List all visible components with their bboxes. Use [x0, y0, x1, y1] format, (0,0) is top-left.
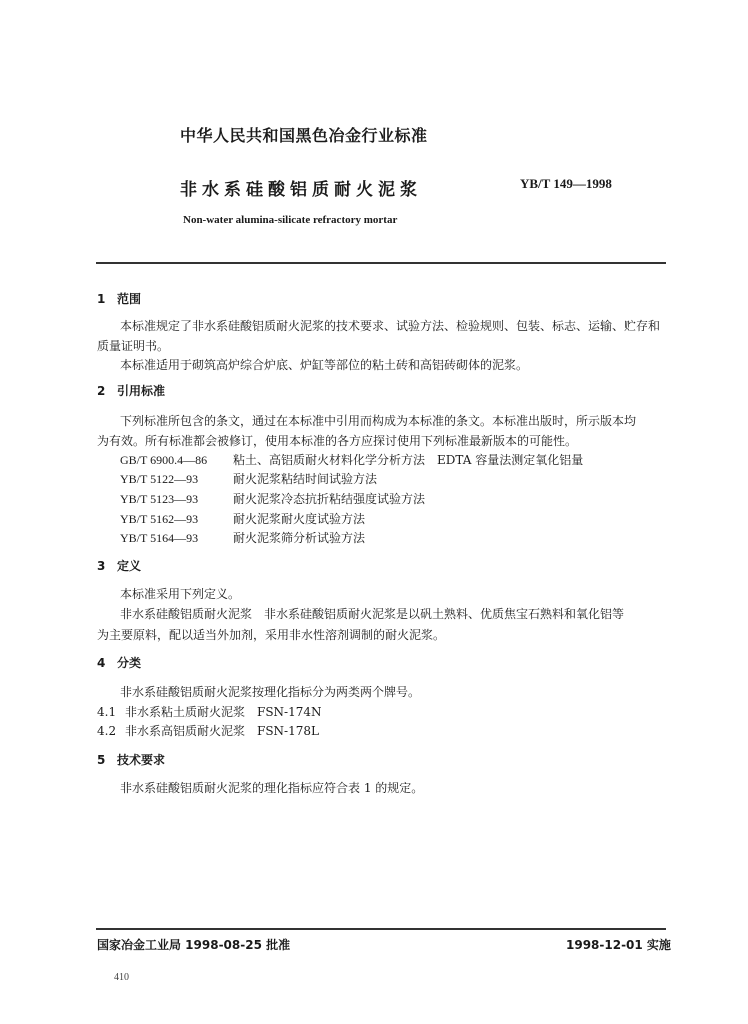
section-number: 5	[97, 753, 106, 767]
section-2-para-1-line-2: 为有效。所有标准都会被修订，使用本标准的各方应探讨使用下列标准最新版本的可能性。	[97, 434, 578, 448]
section-1-para-2: 本标准适用于砌筑高炉综合炉底、炉缸等部位的粘土砖和高铝砖砌体的泥浆。	[120, 358, 529, 372]
section-3-para-2-line-2: 为主要原料，配以适当外加剂，采用非水性溶剂调制的耐火泥浆。	[97, 628, 446, 642]
reference-code: YB/T 5123—93	[120, 492, 199, 506]
standard-code: YB/T 149—1998	[520, 176, 612, 191]
section-2-para-1-line-1: 下列标准所包含的条文，通过在本标准中引用而构成为本标准的条文。本标准出版时，所示版本均	[120, 414, 637, 428]
reference-name: 耐火泥浆筛分析试验方法	[233, 531, 366, 545]
item-number: 4.1	[97, 705, 117, 719]
industry-standard-title: 中华人民共和国黑色冶金行业标准	[180, 126, 428, 145]
section-2-heading	[97, 382, 165, 399]
reference-name: 粘土、高铝质耐火材料化学分析方法 EDTA 容量法测定氧化铝量	[233, 453, 584, 467]
item-number: 4.2	[97, 724, 117, 738]
section-3-para-2-line-1: 非水系硅酸铝质耐火泥浆 非水系硅酸铝质耐火泥浆是以矾土熟料、优质焦宝石熟料和氧化铝等	[120, 607, 625, 621]
reference-code: YB/T 5162—93	[120, 512, 199, 526]
classification-item	[97, 703, 322, 720]
section-number: 3	[97, 559, 106, 573]
item-text: 非水系高铝质耐火泥浆 FSN-178L	[125, 724, 319, 738]
footer-divider	[96, 928, 666, 930]
reference-item	[120, 510, 365, 527]
section-3-para-1: 本标准采用下列定义。	[120, 587, 241, 601]
section-number: 4	[97, 656, 106, 670]
reference-item	[120, 470, 377, 487]
item-text: 非水系粘土质耐火泥浆 FSN-174N	[125, 705, 322, 719]
section-title: 引用标准	[117, 384, 166, 398]
section-number: 1	[97, 292, 106, 306]
section-3-heading	[97, 557, 141, 574]
header-divider	[96, 262, 666, 264]
section-title: 范围	[117, 292, 142, 306]
section-title: 技术要求	[117, 753, 166, 767]
section-title: 定义	[117, 559, 142, 573]
section-1-para-1-line-2: 质量证明书。	[97, 339, 170, 353]
section-1-para-1-line-1: 本标准规定了非水系硅酸铝质耐火泥浆的技术要求、试验方法、检验规则、包装、标志、运输、贮存和	[120, 319, 661, 333]
section-number: 2	[97, 384, 106, 398]
document-title-en: Non-water alumina-silicate refractory mortar	[183, 214, 398, 226]
reference-code: GB/T 6900.4—86	[120, 453, 208, 467]
page-number: 410	[114, 972, 129, 983]
reference-name: 耐火泥浆粘结时间试验方法	[233, 472, 378, 486]
section-5-para-1: 非水系硅酸铝质耐火泥浆的理化指标应符合表 1 的规定。	[120, 781, 424, 795]
section-title: 分类	[117, 656, 142, 670]
reference-item	[120, 490, 425, 507]
implementation-date: 1998-12-01 实施	[566, 938, 671, 952]
section-4-heading	[97, 654, 141, 671]
document-title-zh: 非水系硅酸铝质耐火泥浆	[180, 180, 422, 200]
reference-name: 耐火泥浆冷态抗折粘结强度试验方法	[233, 492, 426, 506]
approval-info: 国家冶金工业局 1998-08-25 批准	[97, 938, 291, 952]
reference-code: YB/T 5122—93	[120, 472, 199, 486]
reference-code: YB/T 5164—93	[120, 531, 199, 545]
section-1-heading	[97, 290, 141, 307]
section-5-heading	[97, 751, 165, 768]
classification-item	[97, 722, 319, 739]
reference-name: 耐火泥浆耐火度试验方法	[233, 512, 366, 526]
reference-item	[120, 529, 365, 546]
section-4-para-1: 非水系硅酸铝质耐火泥浆按理化指标分为两类两个牌号。	[120, 685, 421, 699]
reference-item	[120, 451, 583, 468]
